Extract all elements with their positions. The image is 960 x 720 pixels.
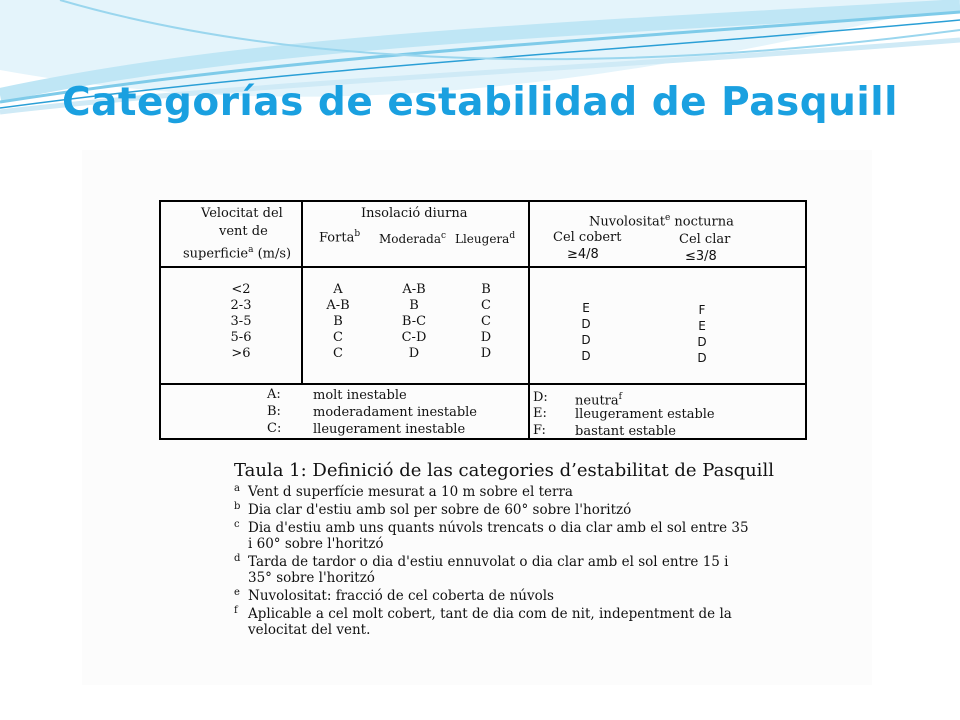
overcast-cell: D xyxy=(581,349,591,363)
footnote-c: c Dia d'estiu amb uns quants núvols trencats o dia clar amb el sol entre 35 i 60° sobre l'horitzó xyxy=(234,519,749,552)
legend-text-f: bastant estable xyxy=(575,424,676,439)
wind-speed-column xyxy=(221,282,261,362)
slight-cell: C xyxy=(481,298,491,313)
moderate-cell: B xyxy=(409,298,419,313)
strong-cell: C xyxy=(333,330,343,345)
legend-text-e: lleugerament estable xyxy=(575,407,715,422)
strong-cell: A xyxy=(333,282,343,297)
clear-threshold: ≤3/8 xyxy=(685,249,717,264)
legend-text-c: lleugerament inestable xyxy=(313,422,466,437)
moderate-cell: D xyxy=(408,346,420,361)
legend-text-a: molt inestable xyxy=(313,388,407,403)
footnote-a: a Vent d superfície mesurat a 10 m sobre el terra xyxy=(234,483,573,500)
wind-header-line3: superficie$^a$ (m/s) xyxy=(183,245,292,262)
moderate-column xyxy=(389,282,439,362)
slight-cell: B xyxy=(481,282,491,297)
moderate-cell: B-C xyxy=(401,314,427,329)
insolation-header: Insolació diurna xyxy=(361,206,468,221)
strong-cell: A-B xyxy=(326,298,350,313)
clear-cell: E xyxy=(698,319,706,333)
slide-title: Categorías de estabilidad de Pasquill xyxy=(61,80,899,125)
legend-text-b: moderadament inestable xyxy=(313,405,477,420)
slight-cell: C xyxy=(481,314,491,329)
wind-header-line1: Velocitat del xyxy=(201,206,283,221)
clear-column xyxy=(687,302,717,366)
header-swoosh-decoration xyxy=(0,0,960,150)
footnote-b: b Dia clar d'estiu amb sol per sobre de 60° sobre l'horitzó xyxy=(234,501,632,518)
table-legend-divider xyxy=(161,383,805,385)
wind-speed-cell: <2 xyxy=(231,282,251,297)
moderate-header: Moderada$^c$ xyxy=(379,231,447,246)
strong-column xyxy=(315,282,361,362)
overcast-header: Cel cobert xyxy=(553,230,622,245)
slight-header: Lleugera$^d$ xyxy=(455,231,516,246)
wind-speed-cell: 2-3 xyxy=(230,298,252,313)
wind-speed-cell: >6 xyxy=(231,346,251,361)
legend-key-b: B: xyxy=(267,404,281,419)
legend-key-d: D: xyxy=(533,390,548,405)
legend-key-a: A: xyxy=(267,387,281,402)
clear-cell: D xyxy=(697,351,707,365)
table-header-divider xyxy=(161,266,805,268)
moderate-cell: A-B xyxy=(402,282,426,297)
footnote-d: d Tarda de tardor o dia d'estiu ennuvolat o dia clar amb el sol entre 15 i 35° sobre l'horitzó xyxy=(234,553,729,586)
footnote-e: e Nuvolositat: fracció de cel coberta de núvols xyxy=(234,587,554,604)
strong-header: Forta$^b$ xyxy=(319,229,361,246)
legend-key-f: F: xyxy=(533,423,546,438)
clear-cell: D xyxy=(697,335,707,349)
legend-key-c: C: xyxy=(267,421,282,436)
wind-speed-cell: 5-6 xyxy=(230,330,252,345)
table-column-divider xyxy=(301,202,303,383)
overcast-cell: D xyxy=(581,317,591,331)
stability-table xyxy=(159,200,807,440)
footnote-f: f Aplicable a cel molt cobert, tant de dia com de nit, indepentment de la velocitat del vent. xyxy=(234,605,732,638)
cloud-header: Nuvolositat$^e$ nocturna xyxy=(589,213,734,230)
clear-header: Cel clar xyxy=(679,232,731,247)
strong-cell: C xyxy=(333,346,343,361)
wind-header-line2: vent de xyxy=(219,224,268,239)
slight-cell: D xyxy=(480,330,492,345)
overcast-cell: D xyxy=(581,333,591,347)
legend-text-d: neutra$^f$ xyxy=(575,392,622,409)
moderate-cell: C-D xyxy=(401,330,427,345)
overcast-column xyxy=(571,300,601,364)
legend-key-e: E: xyxy=(533,406,547,421)
overcast-cell: E xyxy=(582,301,590,315)
clear-cell: F xyxy=(698,303,706,317)
slight-cell: D xyxy=(480,346,492,361)
wind-speed-cell: 3-5 xyxy=(230,314,252,329)
strong-cell: B xyxy=(333,314,343,329)
overcast-threshold: ≥4/8 xyxy=(567,247,599,262)
table-caption xyxy=(234,460,774,638)
slight-column xyxy=(471,282,501,362)
caption-title: Taula 1: Definició de las categories d’estabilitat de Pasquill xyxy=(234,460,774,481)
table-column-divider xyxy=(528,202,530,438)
